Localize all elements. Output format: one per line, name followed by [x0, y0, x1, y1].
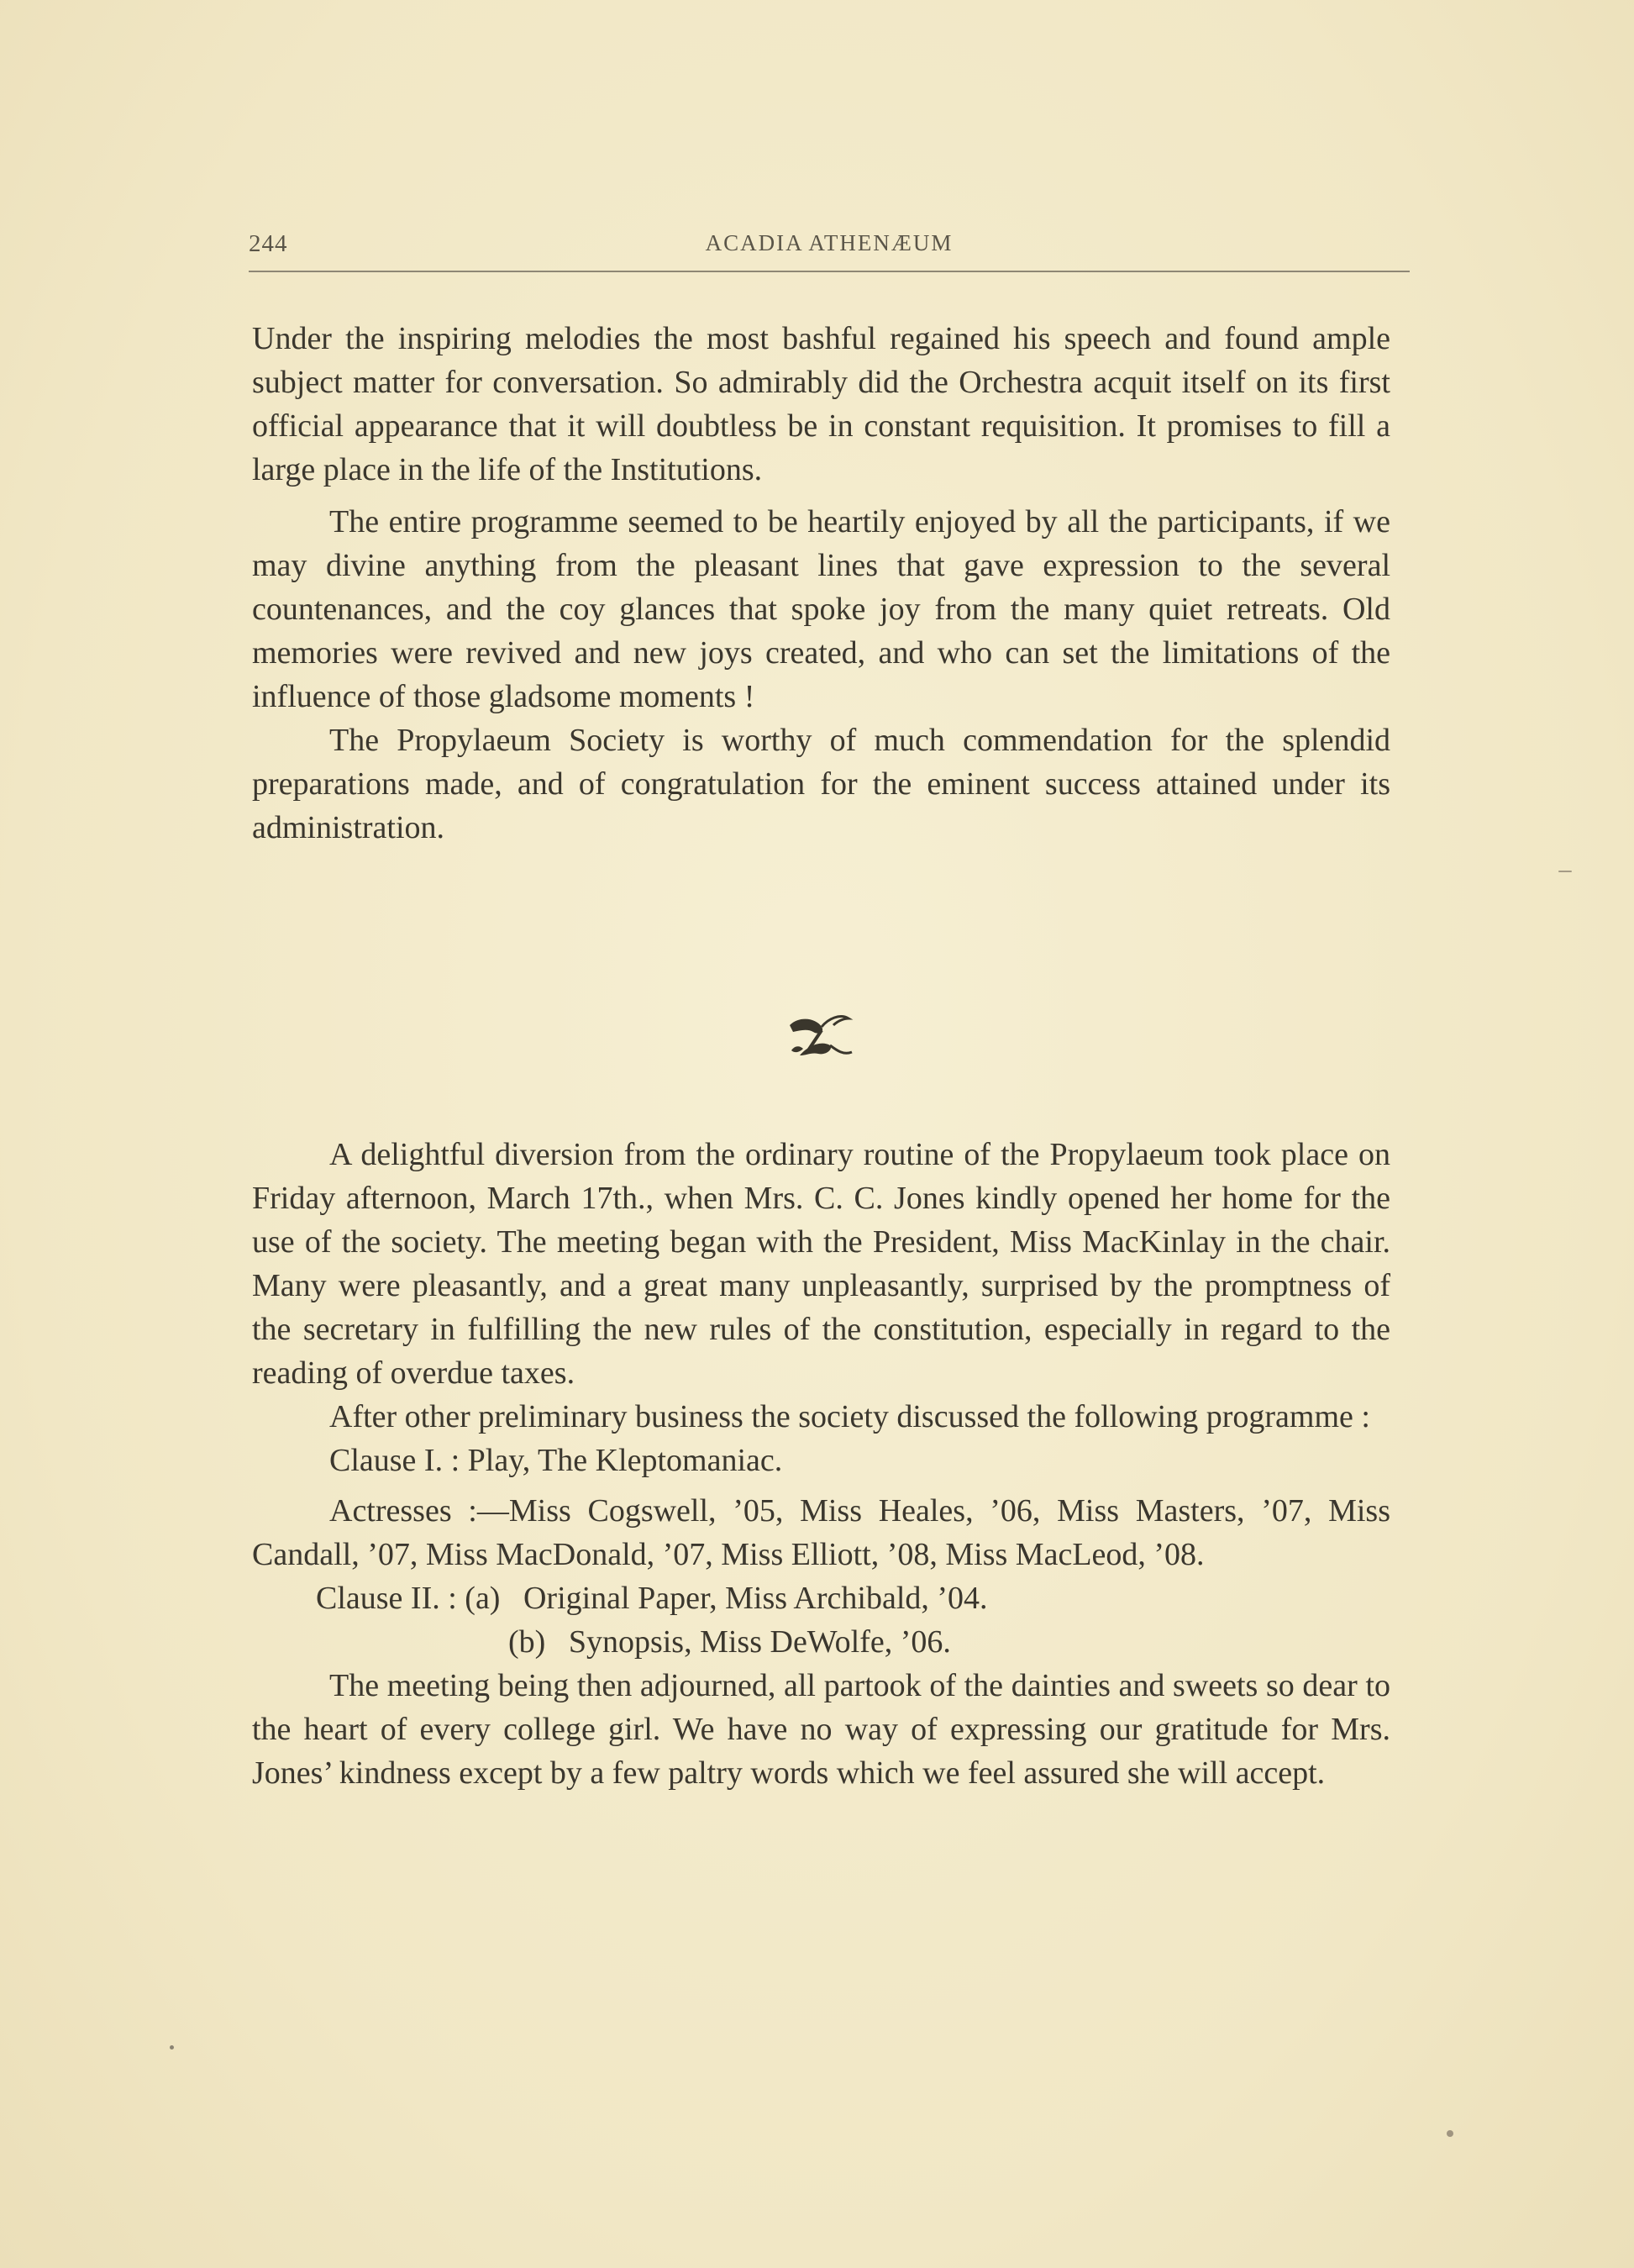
clause-two-a-text: Original Paper, Miss Archibald, ’04.: [523, 1581, 988, 1616]
paper-speck: [170, 2045, 174, 2050]
clause-two-b-text: Synopsis, Miss DeWolfe, ’06.: [568, 1624, 951, 1660]
paper-speck: [1447, 2130, 1453, 2137]
page-header: [249, 230, 1410, 264]
paragraph-preliminary-business: After other preliminary business the society discussed the following programme :: [329, 1399, 1370, 1434]
paper-speck: [1558, 871, 1572, 872]
clause-two-a: [252, 1576, 1390, 1620]
paragraph-actresses: Actresses :—Miss Cogswell, ’05, Miss Heales, ’06, Miss Masters, ’07, Miss Candall, ’07, Miss MacDonald, ’07, Miss Elliott, ’08, Miss MacLeod, ’08.: [252, 1493, 1390, 1572]
paragraph-propylaeum-commendation: The Propylaeum Society is worthy of much commendation for the splendid preparations made, and of congratulation for the eminent success attained under its administration.: [252, 723, 1390, 845]
header-rule: [249, 271, 1410, 272]
paragraph-diversion: A delightful diversion from the ordinary routine of the Propylaeum took place on Friday afternoon, March 17th., when Mrs. C. C. Jones kindly opened her home for the use of the society. The meeting began with the President, Miss MacKinlay in the chair. Many were pleasantly, and a great many unpleasantly, surprised by the promptness of the secretary in fulfilling the new rules of the constitution, especially in regard to the reading of overdue taxes.: [252, 1137, 1390, 1391]
clause-two-b-label: (b): [508, 1624, 546, 1660]
clause-two-a-label: Clause II. : (a): [316, 1581, 501, 1616]
article-section-one: [252, 317, 1390, 850]
paragraph-closing: The meeting being then adjourned, all partook of the dainties and sweets so dear to the heart of every college girl. We have no way of expressing our gratitude for Mrs. Jones’ kindness except by a few paltry words which we feel assured she will accept.: [252, 1668, 1390, 1791]
article-section-two: [252, 1133, 1390, 1795]
running-title: ACADIA ATHENÆUM: [705, 230, 954, 255]
clause-one: Clause I. : Play, The Kleptomaniac.: [329, 1443, 783, 1478]
page-number: 244: [249, 230, 288, 257]
fleuron-ornament-icon: [775, 1007, 859, 1066]
clause-two-b: [252, 1620, 1390, 1664]
paragraph-programme: The entire programme seemed to be heartily enjoyed by all the participants, if we may divine anything from the pleasant lines that gave expression to the several countenances, and the coy glances that spoke joy from the many quiet retreats. Old memories were revived and new joys created, and who can set the limitations of the influence of those gladsome moments !: [252, 504, 1390, 714]
paragraph-orchestra: Under the inspiring melodies the most bashful regained his speech and found ample subject matter for conversation. So admirably did the Orchestra acquit itself on its first official appearance that it will doubtless be in constant requisition. It promises to fill a large place in the life of the Institutions.: [252, 321, 1390, 487]
